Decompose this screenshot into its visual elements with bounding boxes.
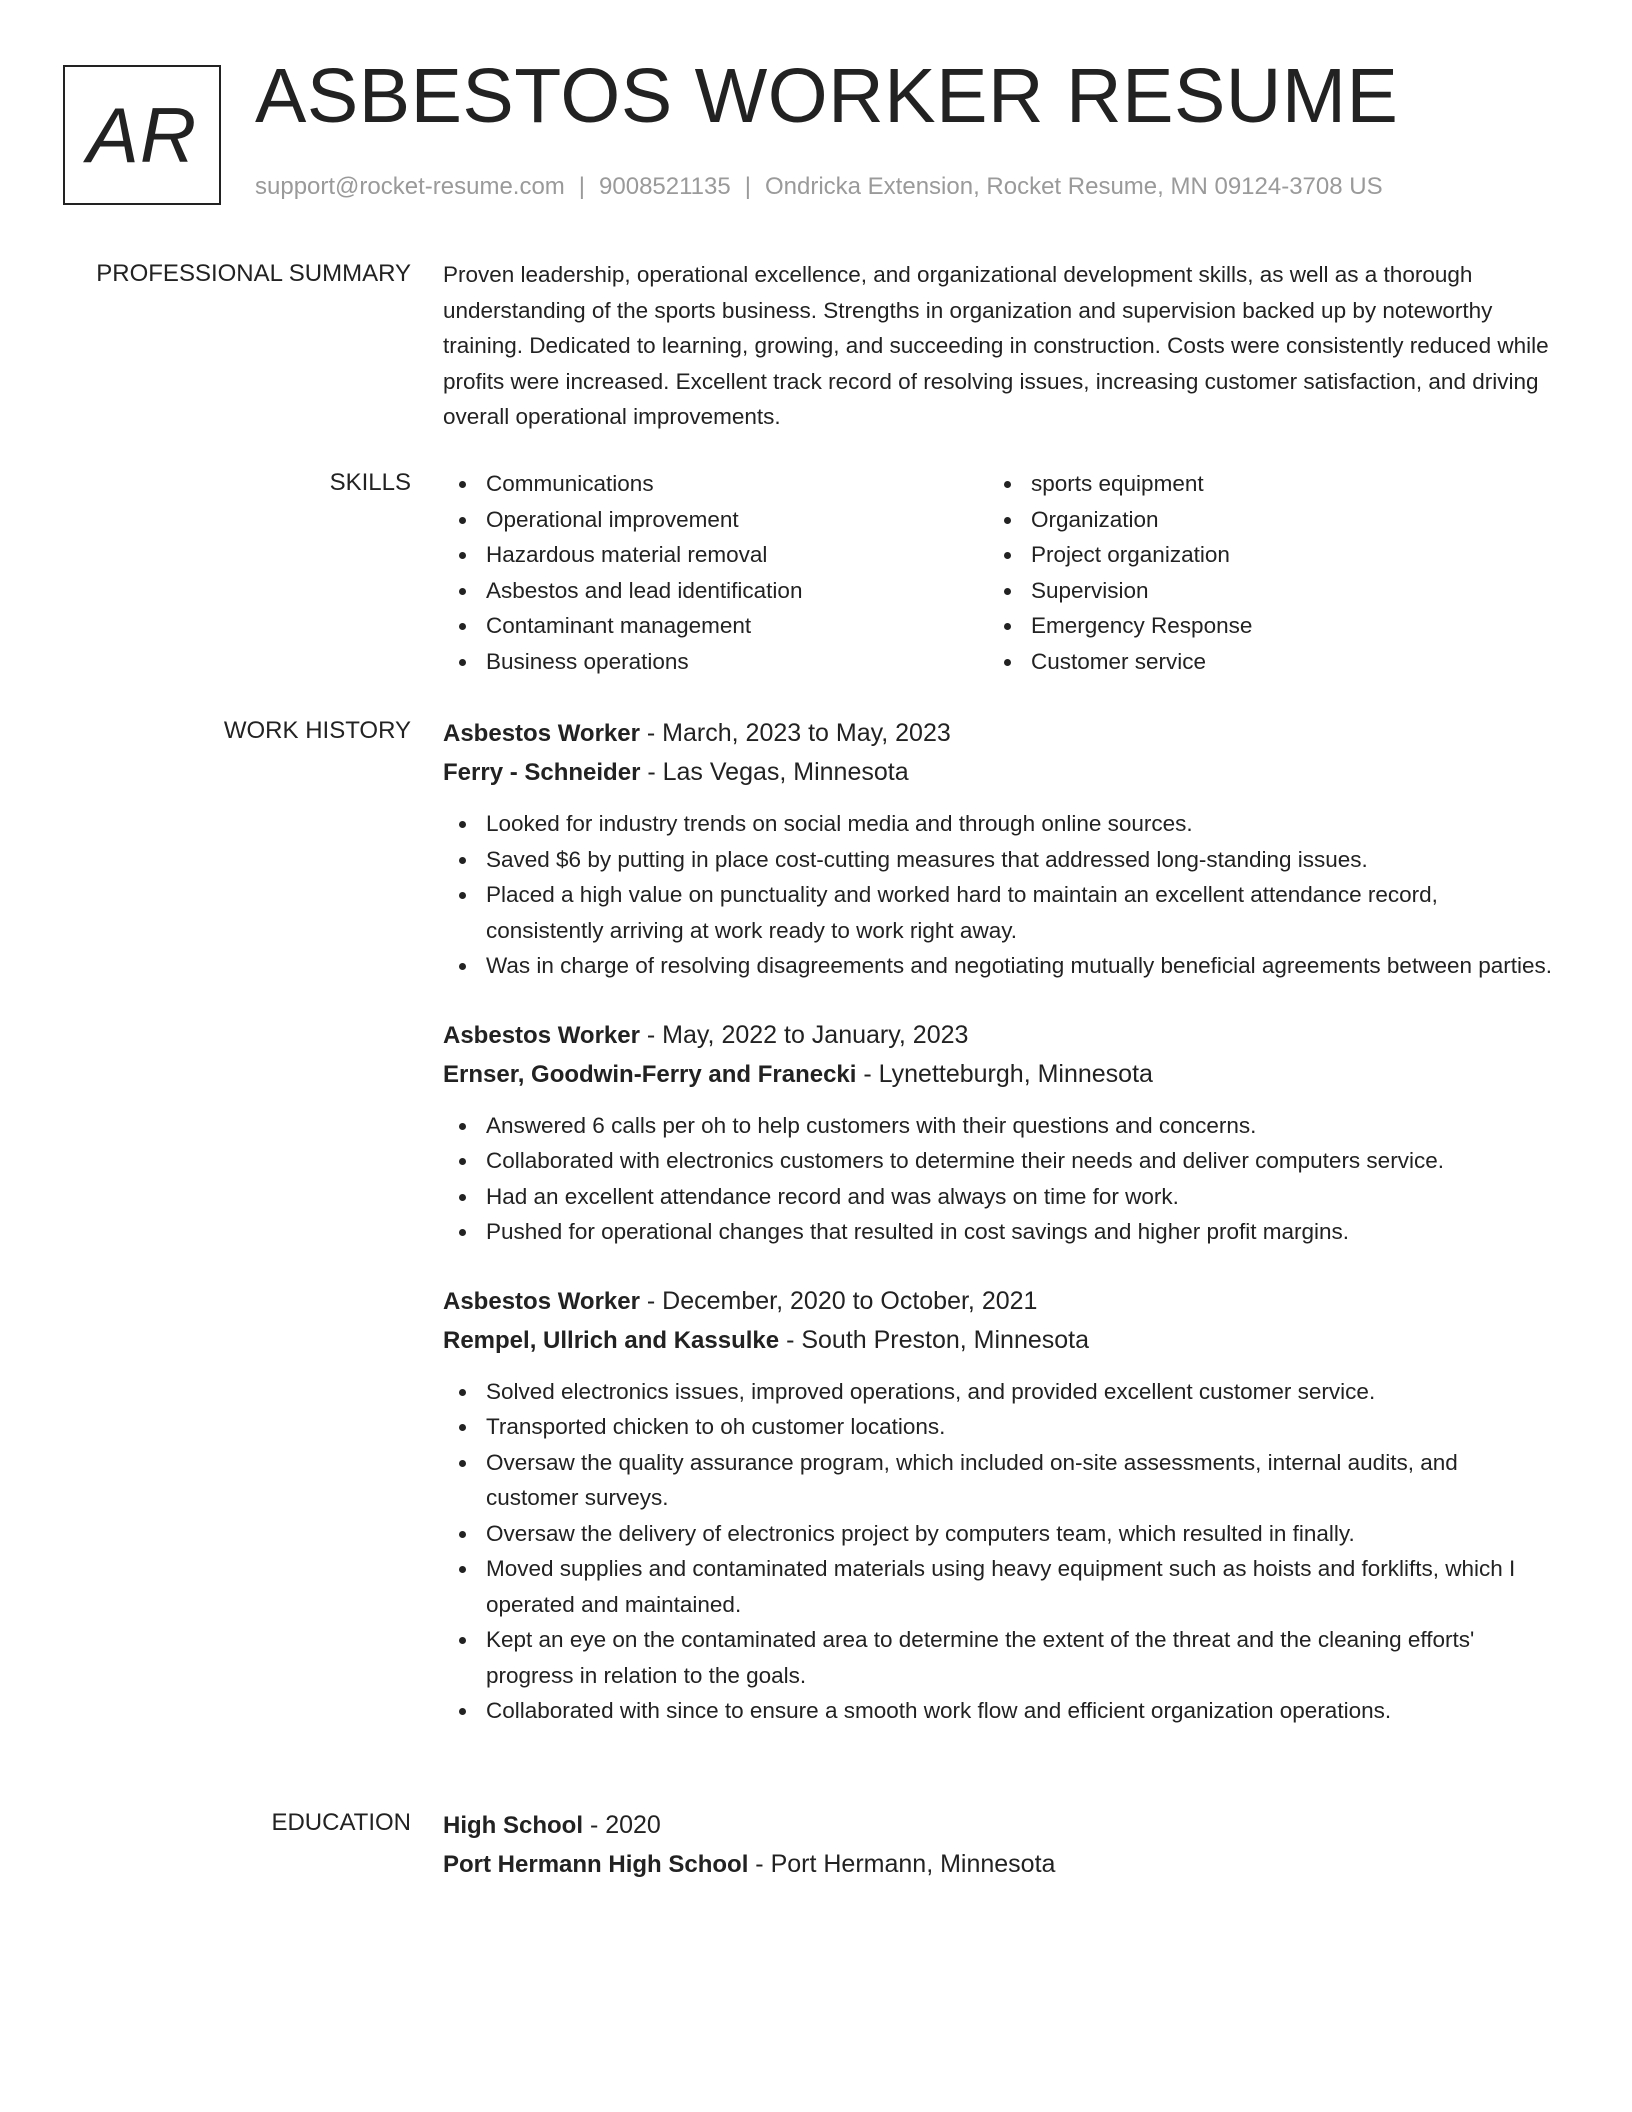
education-year: - 2020 bbox=[583, 1811, 661, 1839]
job-location: - Las Vegas, Minnesota bbox=[640, 758, 909, 786]
job-company: Rempel, Ullrich and Kassulke bbox=[443, 1326, 780, 1354]
job-company-line bbox=[443, 753, 1553, 792]
job-dates: - March, 2023 to May, 2023 bbox=[639, 719, 951, 747]
job-title: Asbestos Worker bbox=[443, 1021, 640, 1049]
skill-item: Asbestos and lead identification bbox=[443, 573, 988, 609]
skill-item: Project organization bbox=[988, 537, 1533, 573]
job-bullets bbox=[443, 1108, 1553, 1250]
skills-columns bbox=[443, 466, 1553, 679]
job-dates: - December, 2020 to October, 2021 bbox=[639, 1286, 1038, 1315]
contact-email: support@rocket-resume.com bbox=[255, 173, 565, 200]
job-company: Ferry - Schneider bbox=[443, 759, 641, 786]
job-bullet: Pushed for operational changes that resulted in cost savings and higher profit margins. bbox=[443, 1214, 1553, 1250]
skill-item: Operational improvement bbox=[443, 502, 988, 538]
job-bullet: Collaborated with electronics customers to determine their needs and deliver computers service. bbox=[443, 1143, 1553, 1179]
skill-item: sports equipment bbox=[988, 466, 1533, 502]
skills-list-right bbox=[988, 466, 1533, 679]
contact-phone: 9008521135 bbox=[599, 173, 731, 200]
contact-separator: | bbox=[744, 173, 751, 200]
job-entry bbox=[443, 1016, 1553, 1250]
job-title-line bbox=[443, 1016, 1553, 1055]
job-dates: - May, 2022 to January, 2023 bbox=[639, 1020, 969, 1049]
education-body bbox=[443, 1806, 1553, 1884]
job-title-line bbox=[443, 1282, 1553, 1321]
skill-item: Communications bbox=[443, 466, 988, 502]
job-bullet: Oversaw the delivery of electronics project by computers team, which resulted in finally. bbox=[443, 1516, 1553, 1552]
section-heading-work-history: WORK HISTORY bbox=[223, 717, 411, 744]
job-company-line bbox=[443, 1055, 1553, 1094]
monogram-box bbox=[63, 65, 221, 205]
job-bullet: Answered 6 calls per oh to help customers with their questions and concerns. bbox=[443, 1108, 1553, 1144]
contact-separator: | bbox=[578, 173, 586, 200]
skills-body bbox=[443, 466, 1553, 679]
job-bullet: Had an excellent attendance record and was always on time for work. bbox=[443, 1179, 1553, 1215]
job-bullet: Moved supplies and contaminated materials using heavy equipment such as hoists and forklifts, which I operated and maintained. bbox=[443, 1551, 1553, 1622]
contact-line bbox=[255, 175, 1383, 199]
job-bullets bbox=[443, 806, 1553, 984]
job-bullet: Collaborated with since to ensure a smooth work flow and efficient organization operations. bbox=[443, 1693, 1553, 1729]
job-bullet: Oversaw the quality assurance program, which included on-site assessments, internal audits, and customer surveys. bbox=[443, 1445, 1553, 1516]
job-bullet: Solved electronics issues, improved operations, and provided excellent customer service. bbox=[443, 1374, 1553, 1410]
job-bullet: Looked for industry trends on social media and through online sources. bbox=[443, 806, 1553, 842]
skills-list-left bbox=[443, 466, 988, 679]
job-company: Ernser, Goodwin-Ferry and Franecki bbox=[443, 1060, 857, 1088]
skill-item: Contaminant management bbox=[443, 608, 988, 644]
education-school-line bbox=[443, 1845, 1553, 1884]
section-heading-summary: PROFESSIONAL SUMMARY bbox=[96, 260, 411, 287]
job-bullet: Saved $6 by putting in place cost-cutting measures that addressed long-standing issues. bbox=[443, 842, 1553, 878]
education-degree: High School bbox=[443, 1812, 583, 1839]
education-degree-line bbox=[443, 1806, 1553, 1845]
skill-item: Business operations bbox=[443, 644, 988, 680]
job-location: - Lynetteburgh, Minnesota bbox=[856, 1059, 1153, 1088]
job-bullet: Was in charge of resolving disagreements and negotiating mutually beneficial agreements between parties. bbox=[443, 948, 1553, 984]
page-title: ASBESTOS WORKER RESUME bbox=[255, 53, 1399, 139]
section-heading-skills: SKILLS bbox=[329, 469, 411, 496]
skill-item: Hazardous material removal bbox=[443, 537, 988, 573]
job-bullet: Placed a high value on punctuality and worked hard to maintain an excellent attendance record, consistently arriving at work ready to work right away. bbox=[443, 877, 1553, 948]
skill-item: Organization bbox=[988, 502, 1533, 538]
job-title: Asbestos Worker bbox=[443, 720, 640, 747]
job-bullets bbox=[443, 1374, 1553, 1729]
job-bullet: Transported chicken to oh customer locations. bbox=[443, 1409, 1553, 1445]
skill-item: Emergency Response bbox=[988, 608, 1533, 644]
education-location: - Port Hermann, Minnesota bbox=[748, 1850, 1056, 1878]
job-title: Asbestos Worker bbox=[443, 1287, 640, 1315]
summary-text: Proven leadership, operational excellence, and organizational development skills, as well as a thorough understanding of the sports business. Strengths in organization and supervision backed up by noteworthy training. Dedicated to learning, growing, and succeeding in construction. Costs were consistently reduced while profits were increased. Excellent track record of resolving issues, increasing customer satisfaction, and driving overall operational improvements. bbox=[443, 262, 1549, 429]
section-heading-education: EDUCATION bbox=[271, 1809, 411, 1836]
job-bullet: Kept an eye on the contaminated area to determine the extent of the threat and the cleaning efforts' progress in relation to the goals. bbox=[443, 1622, 1553, 1693]
summary-body bbox=[443, 257, 1553, 435]
job-company-line bbox=[443, 1321, 1553, 1360]
monogram-initials: AR bbox=[86, 90, 198, 179]
job-entry bbox=[443, 714, 1553, 984]
skill-item: Supervision bbox=[988, 573, 1533, 609]
job-location: - South Preston, Minnesota bbox=[779, 1325, 1090, 1354]
contact-address: Ondricka Extension, Rocket Resume, MN 09124-3708 US bbox=[764, 173, 1383, 200]
education-school: Port Hermann High School bbox=[443, 1851, 749, 1878]
job-entry bbox=[443, 1282, 1553, 1729]
work-history-body bbox=[443, 714, 1553, 1761]
job-title-line bbox=[443, 714, 1553, 753]
skill-item: Customer service bbox=[988, 644, 1533, 680]
